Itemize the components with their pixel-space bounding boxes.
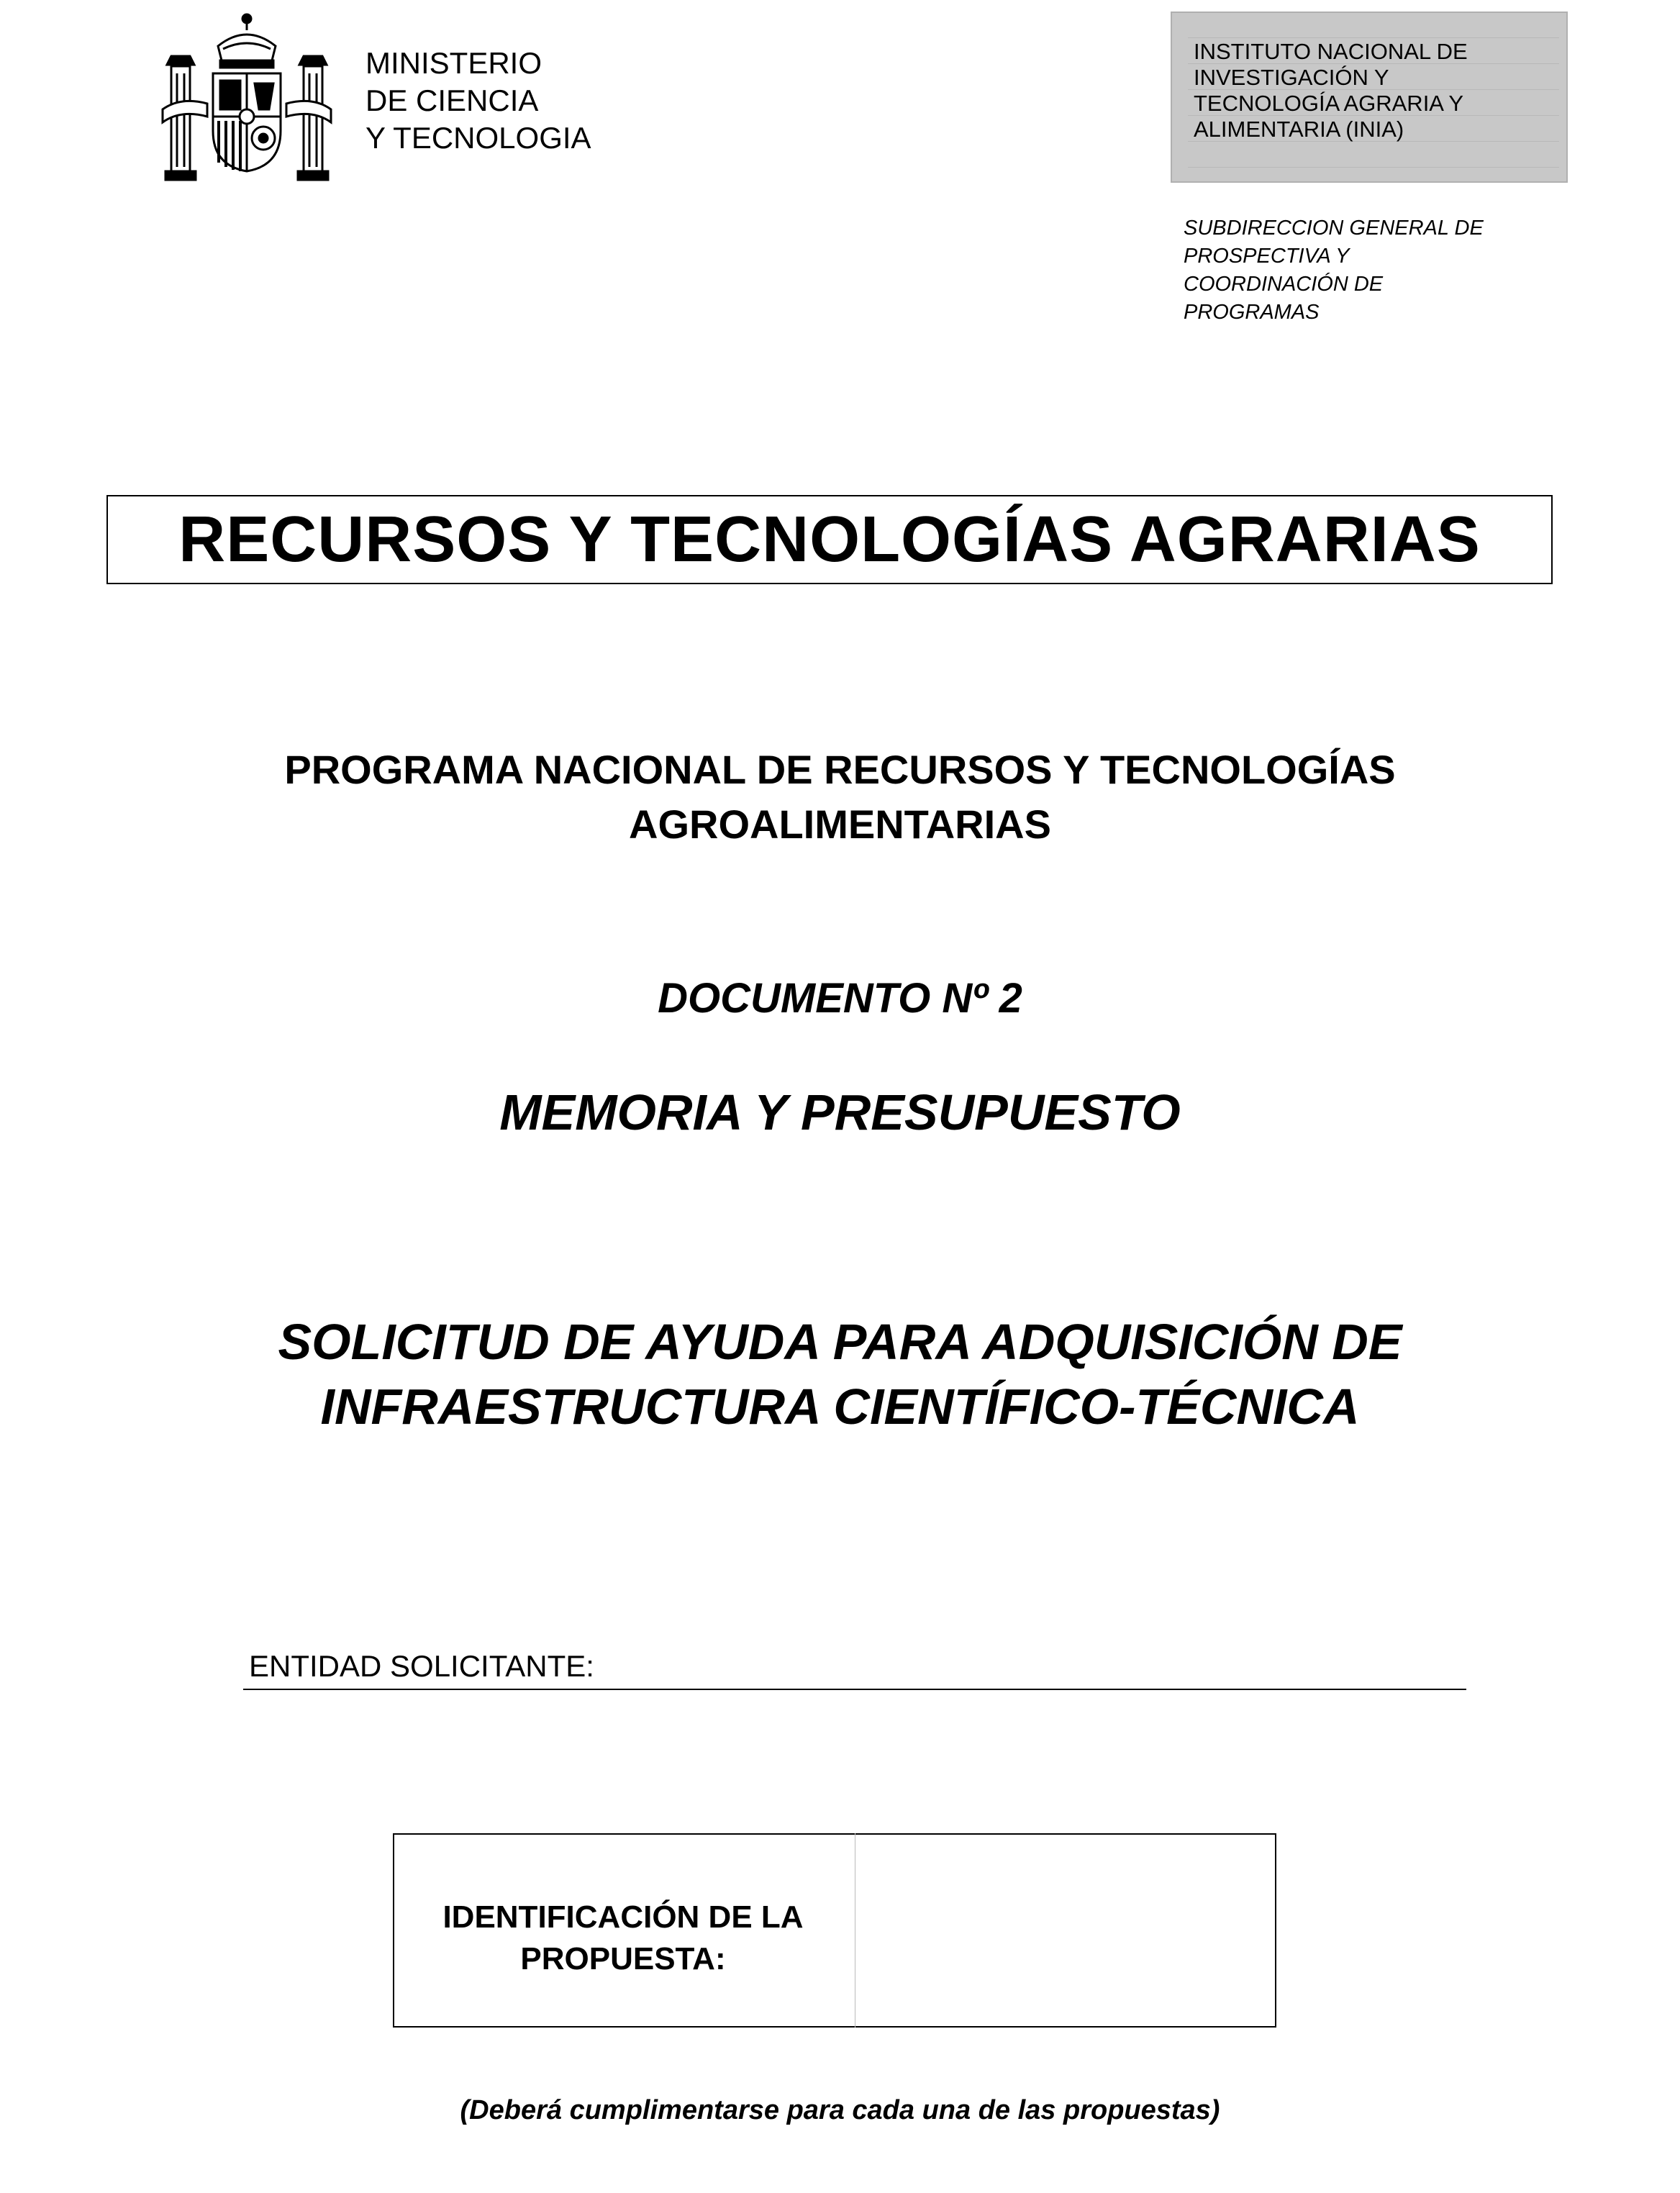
institute-line: TECNOLOGÍA AGRARIA Y bbox=[1194, 91, 1463, 116]
institute-name bbox=[1194, 39, 1468, 142]
document-number: DOCUMENTO Nº 2 bbox=[658, 975, 1022, 1022]
identification-label bbox=[407, 1897, 839, 1980]
identification-label-line: PROPUESTA: bbox=[520, 1941, 726, 1976]
institute-line: INVESTIGACIÓN Y bbox=[1194, 65, 1389, 90]
subdirection-name bbox=[1184, 214, 1484, 327]
program-line: PROGRAMA NACIONAL DE RECURSOS Y TECNOLOGÍAS bbox=[284, 747, 1396, 792]
ministry-name bbox=[365, 45, 591, 157]
institute-box bbox=[1171, 12, 1568, 183]
subdirection-line: COORDINACIÓN DE bbox=[1184, 273, 1384, 296]
request-line: INFRAESTRUCTURA CIENTÍFICO-TÉCNICA bbox=[320, 1379, 1360, 1435]
program-name bbox=[0, 743, 1680, 852]
document-title: MEMORIA Y PRESUPUESTO bbox=[499, 1084, 1181, 1140]
main-title-box bbox=[106, 495, 1553, 584]
subdirection-line: PROGRAMAS bbox=[1184, 301, 1320, 324]
request-title bbox=[0, 1309, 1680, 1439]
institute-line: INSTITUTO NACIONAL DE bbox=[1194, 39, 1468, 64]
request-line: SOLICITUD DE AYUDA PARA ADQUISICIÓN DE bbox=[278, 1314, 1402, 1370]
entity-label: ENTIDAD SOLICITANTE: bbox=[249, 1649, 594, 1683]
footnote: (Deberá cumplimentarse para cada una de las propuestas) bbox=[460, 2095, 1220, 2125]
subdirection-line: SUBDIRECCION GENERAL DE bbox=[1184, 217, 1484, 240]
main-title: RECURSOS Y TECNOLOGÍAS AGRARIAS bbox=[178, 503, 1481, 576]
ministry-line: Y TECNOLOGIA bbox=[365, 121, 591, 155]
ministry-line: MINISTERIO bbox=[365, 46, 542, 80]
program-line: AGROALIMENTARIAS bbox=[629, 802, 1051, 847]
subdirection-line: PROSPECTIVA Y bbox=[1184, 245, 1350, 268]
ministry-line: DE CIENCIA bbox=[365, 83, 539, 117]
spanish-coat-of-arms-icon bbox=[157, 9, 337, 184]
identification-label-line: IDENTIFICACIÓN DE LA bbox=[442, 1899, 804, 1935]
institute-line: ALIMENTARIA (INIA) bbox=[1194, 117, 1404, 142]
entity-field[interactable] bbox=[243, 1689, 1466, 1690]
